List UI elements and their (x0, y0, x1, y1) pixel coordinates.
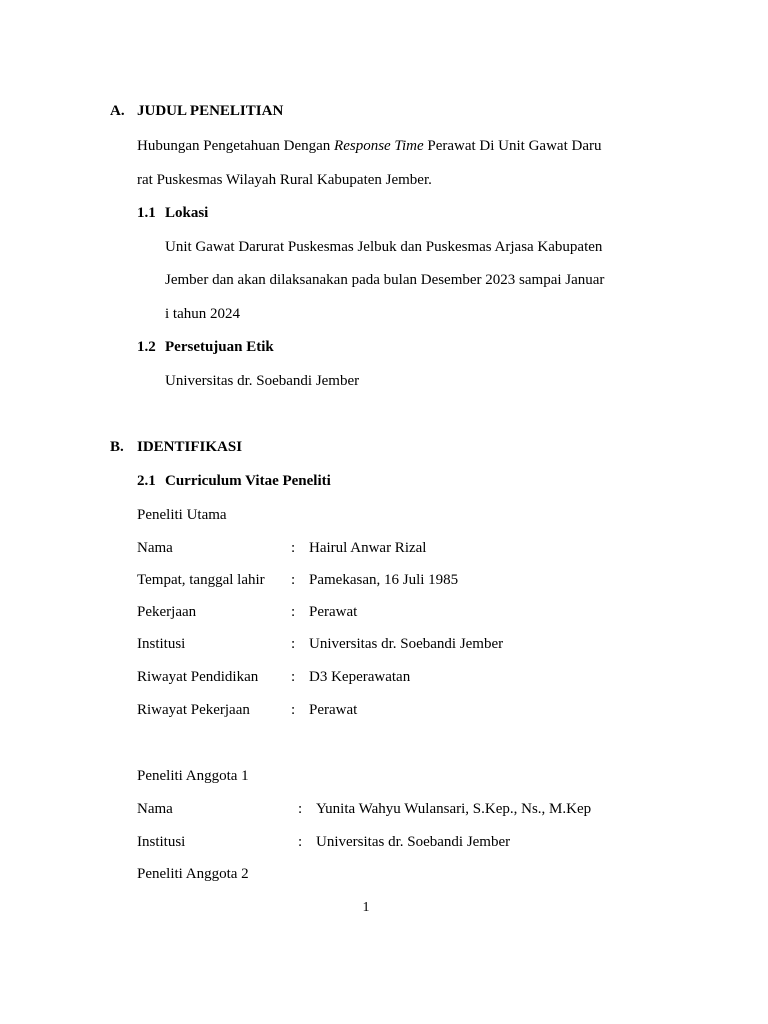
section-a-letter: A. (110, 103, 125, 119)
lokasi-line-3: i tahun 2024 (165, 306, 240, 322)
sub-1-2-title: Persetujuan Etik (165, 339, 274, 355)
etik-text: Universitas dr. Soebandi Jember (165, 373, 360, 389)
title-paragraph-line-2: rat Puskesmas Wilayah Rural Kabupaten Jember. (137, 172, 432, 188)
row-value: Universitas dr. Soebandi Jember (316, 834, 511, 850)
row-value: Perawat (309, 702, 358, 718)
row-separator: : (291, 604, 296, 620)
row-label: Riwayat Pekerjaan (137, 702, 250, 718)
row-separator: : (298, 834, 303, 850)
title-text-2: Perawat Di Unit Gawat Daru (423, 138, 602, 154)
row-separator: : (291, 540, 296, 556)
row-separator: : (291, 669, 296, 685)
row-value: D3 Keperawatan (309, 669, 411, 685)
lokasi-line-2: Jember dan akan dilaksanakan pada bulan Desember 2023 sampai Januar (165, 272, 605, 288)
sub-1-2-number: 1.2 (137, 339, 156, 355)
row-label: Nama (137, 540, 173, 556)
title-text-1: Hubungan Pengetahuan Dengan (137, 138, 335, 154)
row-label: Tempat, tanggal lahir (137, 572, 265, 588)
sub-1-1-title: Lokasi (165, 205, 209, 221)
sub-2-1-title: Curriculum Vitae Peneliti (165, 473, 331, 489)
row-label: Pekerjaan (137, 604, 197, 620)
sub-2-1-number: 2.1 (137, 473, 156, 489)
row-label: Institusi (137, 636, 186, 652)
section-a-title: JUDUL PENELITIAN (137, 103, 284, 119)
row-value: Pamekasan, 16 Juli 1985 (309, 572, 459, 588)
section-b-letter: B. (110, 439, 124, 455)
row-label: Institusi (137, 834, 186, 850)
anggota-2-heading: Peneliti Anggota 2 (137, 866, 249, 882)
row-separator: : (291, 636, 296, 652)
lokasi-line-1: Unit Gawat Darurat Puskesmas Jelbuk dan Puskesmas Arjasa Kabupaten (165, 239, 603, 255)
row-value: Universitas dr. Soebandi Jember (309, 636, 504, 652)
title-paragraph-line-1 (137, 137, 601, 155)
peneliti-utama-heading: Peneliti Utama (137, 507, 227, 523)
row-separator: : (291, 702, 296, 718)
sub-1-1-number: 1.1 (137, 205, 156, 221)
section-b-title: IDENTIFIKASI (137, 439, 243, 455)
row-separator: : (291, 572, 296, 588)
row-value: Hairul Anwar Rizal (309, 540, 427, 556)
row-value: Yunita Wahyu Wulansari, S.Kep., Ns., M.Kep (316, 801, 592, 817)
row-label: Nama (137, 801, 173, 817)
row-value: Perawat (309, 604, 358, 620)
anggota-1-heading: Peneliti Anggota 1 (137, 768, 249, 784)
page-number: 1 (362, 900, 370, 915)
row-separator: : (298, 801, 303, 817)
row-label: Riwayat Pendidikan (137, 669, 259, 685)
title-text-italic: Response Time (334, 138, 424, 154)
